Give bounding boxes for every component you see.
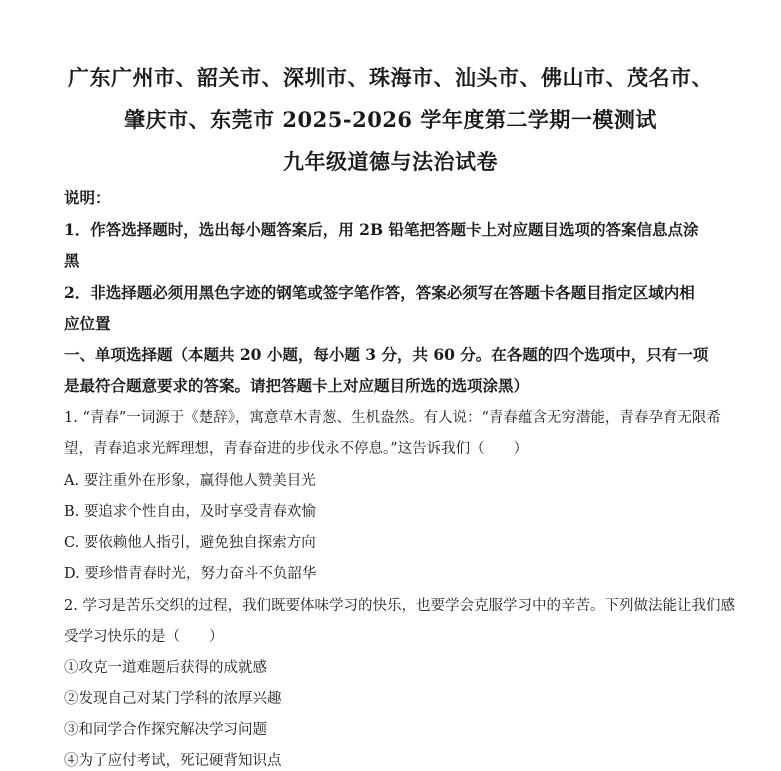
instruction-1-line-2: 黑: [64, 251, 80, 270]
instruction-2-line-2: 应位置: [64, 314, 111, 333]
question-1-option-d: D. 要珍惜青春时光，努力奋斗不负韶华: [64, 566, 317, 582]
instruction-1-line-1: 1．作答选择题时，选出每小题答案后，用 2B 铅笔把答题卡上对应题目选项的答案信息点涂: [64, 220, 699, 239]
question-2-item-1: ①攻克一道难题后获得的成就感: [64, 660, 267, 676]
question-1-option-b: B. 要追求个性自由，及时享受青春欢愉: [64, 504, 316, 520]
question-2-item-3: ③和同学合作探究解决学习问题: [64, 722, 267, 738]
instructions-heading: 说明：: [64, 188, 111, 207]
question-2-item-4: ④为了应付考试，死记硬背知识点: [64, 753, 282, 769]
question-2-item-2: ②发现自己对某门学科的浓厚兴趣: [64, 691, 282, 707]
exam-title-subject: 九年级道德与法治试卷: [283, 149, 498, 174]
question-2-stem-line-2: 受学习快乐的是（ ）: [64, 629, 224, 645]
question-2-stem-line-1: 2. 学习是苦乐交织的过程，我们既要体味学习的快乐，也要学会克服学习中的辛苦。下列做法能让我们感: [64, 598, 735, 614]
section-heading-line-1: 一、单项选择题（本题共 20 小题，每小题 3 分，共 60 分。在各题的四个选项中，只有一项: [64, 345, 709, 364]
question-1-stem-line-1: 1. “青春”一词源于《楚辞》，寓意草木青葱、生机盎然。有人说：“青春蕴含无穷潜能，青春孕育无限希: [64, 410, 721, 426]
question-1-option-c: C. 要依赖他人指引，避免独自探索方向: [64, 535, 316, 551]
question-1-option-a: A. 要注重外在形象，赢得他人赞美目光: [64, 473, 316, 489]
exam-title-line-1: 广东广州市、韶关市、深圳市、珠海市、汕头市、佛山市、茂名市、: [68, 65, 713, 90]
instruction-2-line-1: 2．非选择题必须用黑色字迹的钢笔或签字笔作答，答案必须写在答题卡各题目指定区域内相: [64, 283, 695, 302]
exam-title-line-2: 肇庆市、东莞市 2025-2026 学年度第二学期一模测试: [124, 107, 657, 132]
section-heading-line-2: 是最符合题意要求的答案。请把答题卡上对应题目所选的选项涂黑）: [64, 376, 530, 395]
question-1-stem-line-2: 望，青春追求光辉理想，青春奋进的步伐永不停息。”这告诉我们（ ）: [64, 441, 529, 457]
